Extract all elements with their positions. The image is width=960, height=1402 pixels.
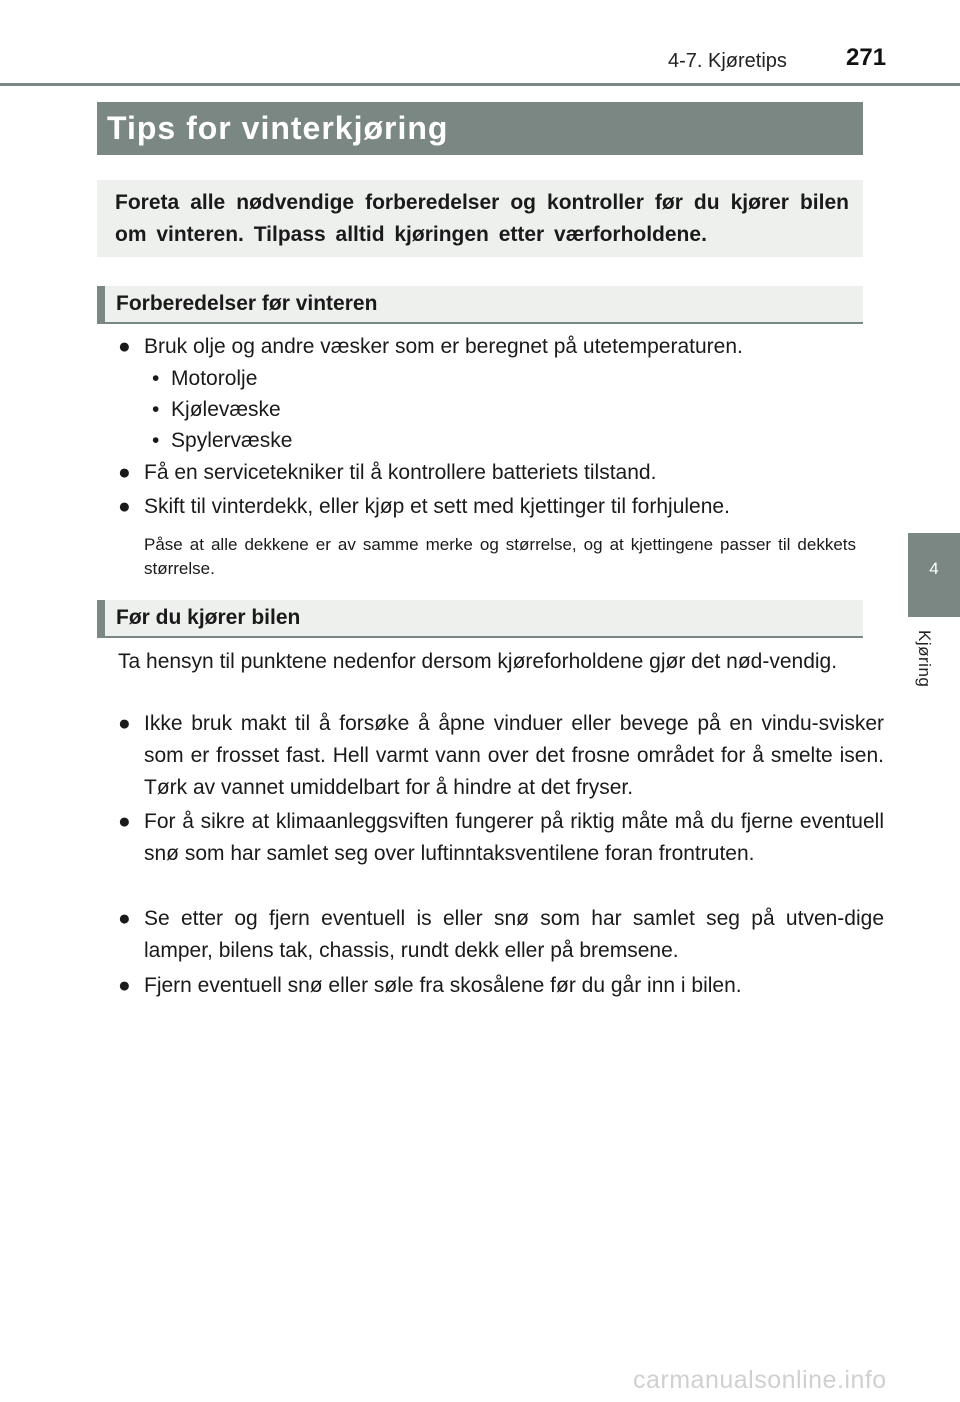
bullet-icon: ● [118, 907, 131, 930]
list-item-text: Bruk olje og andre væsker som er beregnet på utetemperaturen. [144, 335, 743, 358]
chapter-number: 4 [929, 559, 939, 578]
sub-list-item-text: Spylervæske [171, 429, 293, 452]
intro-box [97, 180, 863, 257]
bullet-icon: ● [118, 712, 131, 735]
list-item [118, 903, 884, 967]
bullet-icon: ● [118, 810, 131, 833]
page-number: 271 [846, 44, 887, 71]
intro-text: Foreta alle nødvendige forberedelser og kontroller før du kjører bilen om vinteren. Tilpass alltid kjøringen etter værforholdene. [115, 191, 849, 246]
list-item-text: For å sikre at klimaanleggsviften fungerer på riktig måte må du fjerne eventuell snø som har samlet seg over luftinntaksventilene foran frontruten. [144, 810, 884, 865]
sub-bullet-icon: • [152, 429, 160, 452]
sub-bullet-icon: • [152, 398, 160, 421]
sub-list-item [152, 425, 292, 457]
list-item-text: Få en servicetekniker til å kontrollere batteriets tilstand. [144, 461, 657, 484]
sub-list-item-text: Kjølevæske [171, 398, 281, 421]
sub-list-item [152, 394, 281, 426]
list-item-text: Se etter og fjern eventuell is eller snø som har samlet seg på utven-dige lamper, bilens tak, chassis, rundt dekk eller på bremsene. [144, 907, 884, 962]
list-item [118, 491, 884, 523]
list-item-text: Fjern eventuell snø eller søle fra skosålene før du går inn i bilen. [144, 974, 742, 997]
list-item-text: Ikke bruk makt til å forsøke å åpne vinduer eller bevege på en vindu-svisker som er frosset fast. Hell varmt vann over det frosne området for å smelte isen. Tørk av vannet umiddelbart for å hindre at det fryser. [144, 712, 884, 799]
list-item [118, 970, 884, 1002]
chapter-tab [908, 533, 960, 617]
list-item-text: Skift til vinterdekk, eller kjøp et sett med kjettinger til forhjulene. [144, 495, 730, 518]
section-title: 4-7. Kjøretips [668, 50, 787, 72]
subheading-before-driving: Før du kjører bilen [97, 600, 863, 638]
list-item [118, 331, 884, 363]
bullet-icon: ● [118, 495, 131, 518]
page-title: Tips for vinterkjøring [97, 102, 863, 155]
bullet-icon: ● [118, 335, 131, 358]
header-rule [0, 83, 960, 86]
sub-list-item-text: Motorolje [171, 367, 258, 390]
sub-bullet-icon: • [152, 367, 160, 390]
note-text: Påse at alle dekkene er av samme merke og størrelse, og at kjettingene passer til dekkets størrelse. [144, 535, 856, 578]
list-item [118, 457, 884, 489]
chapter-label: Kjøring [915, 630, 934, 688]
watermark: carmanualsonline.info [633, 1366, 887, 1394]
bullet-icon: ● [118, 974, 131, 997]
bullet-icon: ● [118, 461, 131, 484]
section-intro: Ta hensyn til punktene nedenfor dersom kjøreforholdene gjør det nød-vendig. [118, 650, 838, 673]
sub-list-item [152, 363, 257, 395]
subheading-winter-prep: Forberedelser før vinteren [97, 286, 863, 324]
list-item [118, 708, 884, 804]
list-item [118, 806, 884, 870]
